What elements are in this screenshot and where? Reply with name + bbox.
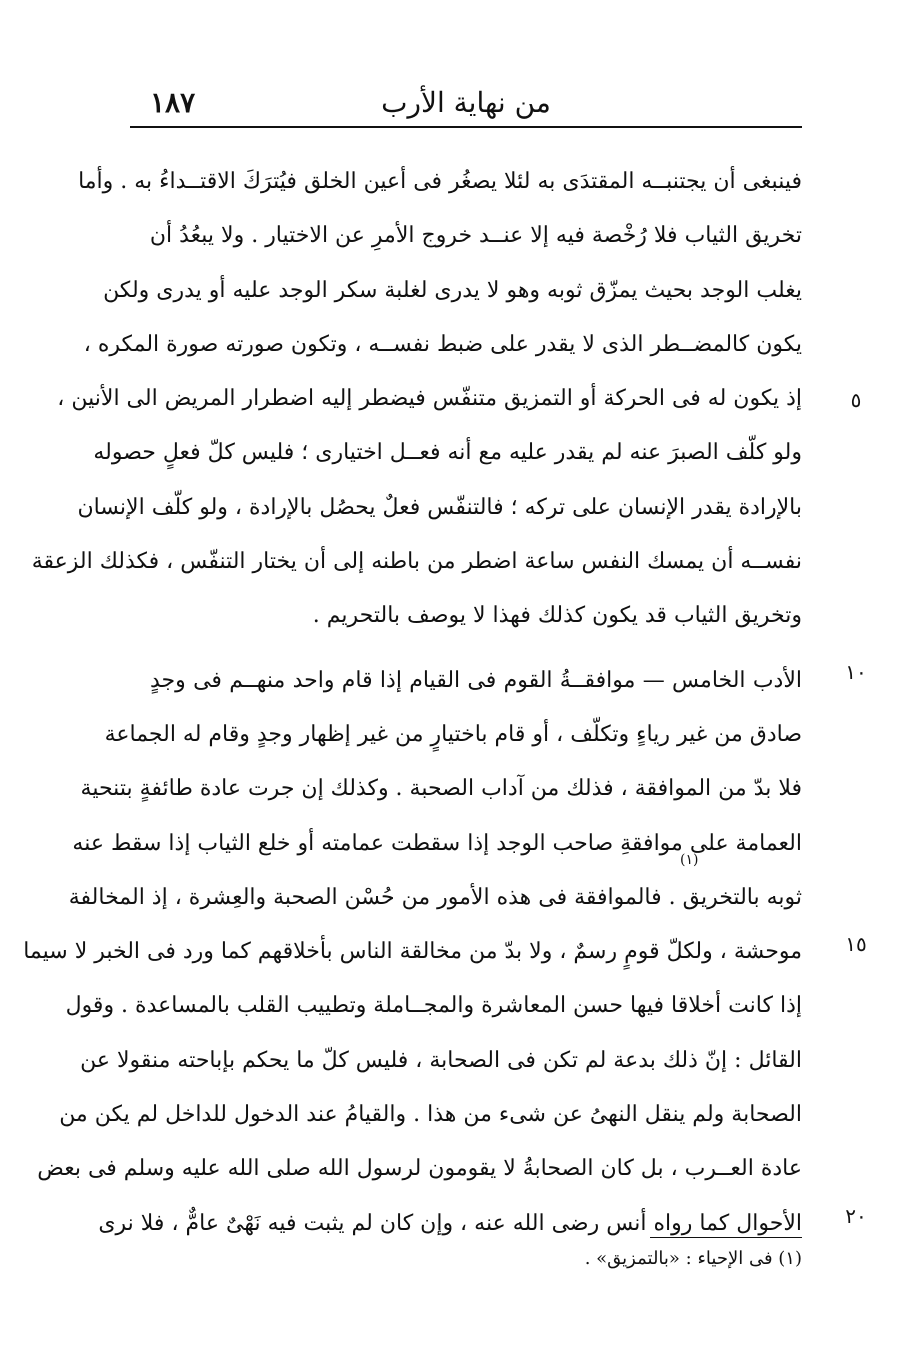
line-number-15: ١٥	[845, 932, 867, 956]
text-line: الصحابة ولم ينقل النهىُ عن شىء من هذا . والقيامُ عند الدخول للداخل لم يكن من	[59, 1102, 802, 1128]
text-line: نفســه أن يمسك النفس ساعة اضطر من باطنه إلى أن يختار التنفّس ، فكذلك الزعقة	[31, 549, 802, 575]
line-number-5: ٥	[850, 388, 862, 412]
text-line: الأدب الخامس — موافقــةُ القوم فى القيام إذا قام واحد منهــم فى وجدٍ	[150, 667, 802, 693]
footnote-marker: (١)	[680, 852, 699, 868]
text-line: ولو كلّف الصبرَ عنه لم يقدر عليه مع أنه فعــل اختيارى ؛ فليس كلّ فعلٍ حصوله	[93, 440, 802, 466]
text-line: العمامة على موافقةِ صاحب الوجد إذا سقطت عمامته أو خلع الثياب إذا سقط عنه	[72, 830, 802, 856]
text-line: يكون كالمضــطر الذى لا يقدر على ضبط نفســه ، وتكون صورته صورة المكره ،	[83, 331, 802, 357]
text-line: وتخريق الثياب قد يكون كذلك فهذا لا يوصف بالتحريم .	[312, 603, 802, 629]
text-line: عادة العــرب ، بل كان الصحابةُ لا يقومون لرسول الله صلى الله عليه وسلم فى بعض	[37, 1156, 802, 1182]
paragraph-1	[31, 155, 802, 644]
text-line: إذا كانت أخلاقا فيها حسن المعاشرة والمجــاملة وتطييب القلب بالمساعدة . وقول	[65, 993, 802, 1019]
main-text	[23, 155, 802, 1251]
text-line: الأحوال كما رواه أنس رضى الله عنه ، وإن كان لم يثبت فيه نَهْىٌ عامٌّ ، فلا نرى	[98, 1210, 802, 1236]
paragraph-2	[23, 654, 802, 1251]
page-number: ١٨٧	[150, 86, 196, 119]
line-number-20: ٢٠	[845, 1204, 867, 1228]
header-rule	[130, 126, 802, 128]
page-header	[130, 80, 802, 124]
footnote-rule	[650, 1237, 802, 1238]
line-number-10: ١٠	[845, 660, 867, 684]
running-title: من نهاية الأرب	[381, 86, 551, 119]
text-line: تخريق الثياب فلا رُخْصة فيه إلا عنــد خروج الأمرِ عن الاختيار . ولا يبعُدُ أن	[149, 223, 802, 249]
text-line: موحشة ، ولكلّ قومٍ رسمٌ ، ولا بدّ من مخالقة الناس بأخلاقهم كما ورد فى الخبر لا سيما	[23, 939, 802, 965]
text-line: ثوبه بالتخريق . فالموافقة فى هذه الأمور من حُسْن الصحبة والعِشرة ، إذ المخالفة	[68, 884, 802, 910]
text-line: القائل : إنّ ذلك بدعة لم تكن فى الصحابة ، فليس كلّ ما يحكم بإباحته منقولا عن	[80, 1047, 802, 1073]
text-line: يغلب الوجد بحيث يمزّق ثوبه وهو لا يدرى لغلبة سكر الوجد عليه أو يدرى ولكن	[103, 277, 802, 303]
text-line: صادق من غير رياءٍ وتكلّف ، أو قام باختيارٍ من غير إظهار وجدٍ وقام له الجماعة	[104, 721, 802, 747]
text-line: فينبغى أن يجتنبــه المقتدَى به لئلا يصغُر فى أعين الخلق فيُترَكَ الاقتــداءُ به . وأما	[78, 169, 802, 194]
footnote: (١) فى الإحياء : «بالتمزيق» .	[584, 1248, 802, 1269]
text-line: إذ يكون له فى الحركة أو التمزيق متنفّس فيضطر إليه اضطرار المريض الى الأنين ،	[57, 386, 802, 412]
text-line: بالإرادة يقدر الإنسان على تركه ؛ فالتنفّس فعلٌ يحصُل بالإرادة ، ولو كلّف الإنسان	[77, 494, 802, 520]
text-line: فلا بدّ من الموافقة ، فذلك من آداب الصحبة . وكذلك إن جرت عادة طائفةٍ بتنحية	[80, 776, 802, 802]
